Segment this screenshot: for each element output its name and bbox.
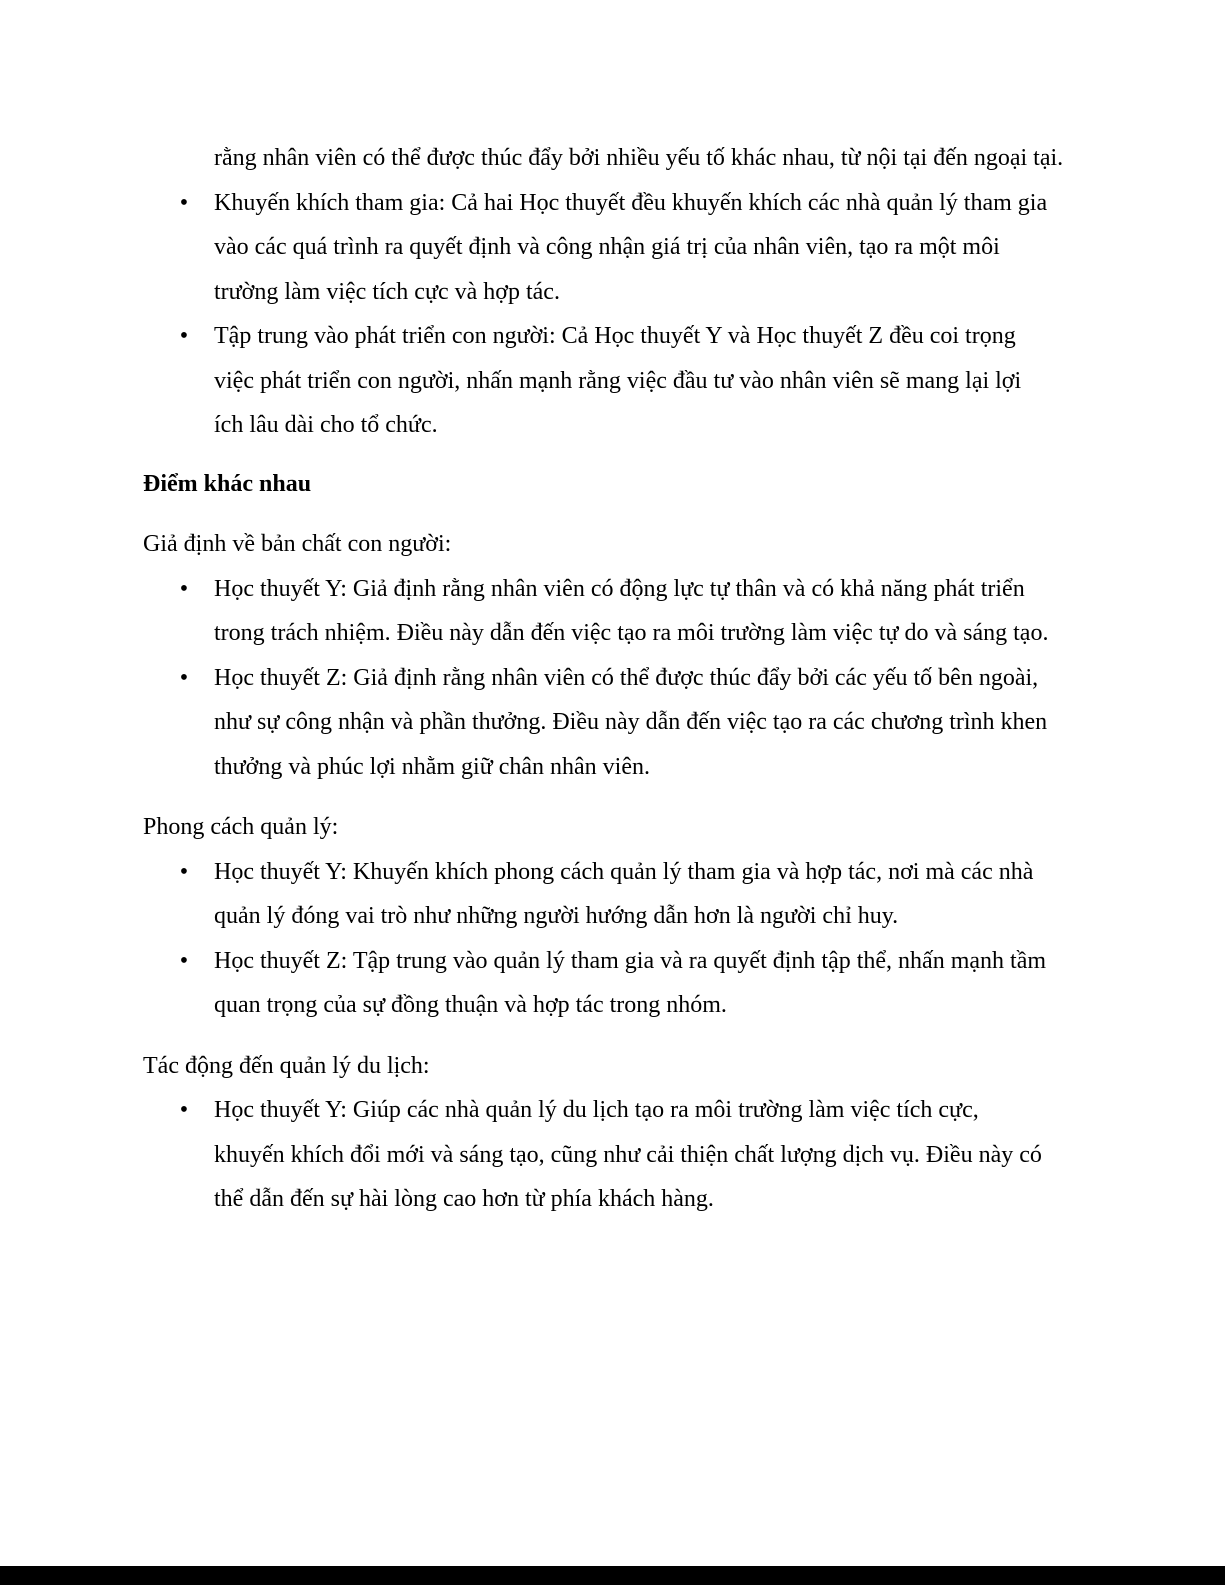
list-item [143,939,1079,1028]
list-item [143,314,1049,448]
list-item [143,656,1079,790]
list-item [143,1088,1054,1222]
list-item-text: Học thuyết Z: Tập trung vào quản lý tham gia và ra quyết định tập thể, nhấn mạnh tầm quan trọng của sự đồng thuận và hợp tác trong nhóm. [214,947,1047,1018]
section-title-tourism: Tác động đến quản lý du lịch: [143,1052,430,1079]
bullet-icon: • [179,323,189,349]
bullet-icon: • [179,664,189,691]
tourism-list [143,1088,1083,1222]
list-item-text: Học thuyết Z: Giả định rằng nhân viên có thể được thúc đẩy bởi các yếu tố bên ngoài, như sự công nhận và phần thưởng. Điều này dẫn đến việc tạo ra các chương trình khen thưởng và phúc lợi nhằm giữ chân nhân viên. [214,664,1048,780]
section-title-nature: Giả định về bản chất con người: [143,531,452,557]
list-item [143,850,1064,939]
bullet-icon: • [179,189,189,216]
document-body [143,136,1083,1222]
list-item [143,567,1074,656]
section-title-management: Phong cách quản lý: [143,814,339,840]
list-item-text: Học thuyết Y: Giúp các nhà quản lý du lịch tạo ra môi trường làm việc tích cực, khuyến khích đổi mới và sáng tạo, cũng như cải thiện chất lượng dịch vụ. Điều này có thể dẫn đến sự hài lòng cao hơn từ phía khách hàng. [214,1097,1042,1212]
management-list [143,850,1083,1028]
list-item-text: Khuyến khích tham gia: Cả hai Học thuyết đều khuyến khích các nhà quản lý tham gia vào các quá trình ra quyết định và công nhận giá trị của nhân viên, tạo ra một môi trường làm việc tích cực và hợp tác. [214,189,1048,305]
nature-list [143,567,1083,790]
list-item-text: Tập trung vào phát triển con người: Cả Học thuyết Y và Học thuyết Z đều coi trọng việc phát triển con người, nhấn mạnh rằng việc đầu tư vào nhân viên sẽ mang lại lợi ích lâu dài cho tổ chức. [214,323,1022,438]
bullet-icon: • [179,947,189,974]
bullet-icon: • [179,1097,189,1123]
differences-heading: Điểm khác nhau [143,470,312,497]
continuation-paragraph: rằng nhân viên có thể được thúc đẩy bởi nhiều yếu tố khác nhau, từ nội tại đến ngoại tại. [214,145,1064,171]
similarities-list [143,181,1083,448]
list-item [143,181,1069,315]
list-item-text: Học thuyết Y: Khuyến khích phong cách quản lý tham gia và hợp tác, nơi mà các nhà quản lý đóng vai trò như những người hướng dẫn hơn là người chỉ huy. [214,858,1034,929]
bullet-icon: • [179,575,189,602]
list-item-text: Học thuyết Y: Giả định rằng nhân viên có động lực tự thân và có khả năng phát triển trong trách nhiệm. Điều này dẫn đến việc tạo ra môi trường làm việc tự do và sáng tạo. [214,575,1049,646]
bullet-icon: • [179,858,189,885]
page-bottom-edge [0,1566,1225,1585]
